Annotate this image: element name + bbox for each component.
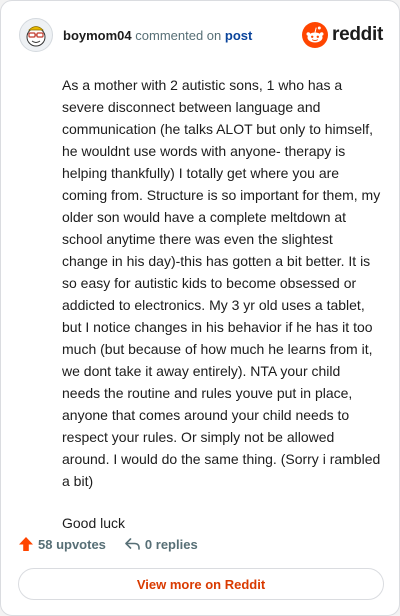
upvote-count: 58 upvotes	[38, 536, 106, 552]
byline	[63, 28, 252, 43]
view-more-on-reddit-button[interactable]: View more on Reddit	[18, 568, 384, 600]
username-link[interactable]: boymom04	[63, 27, 132, 43]
reddit-logo-icon	[302, 22, 328, 48]
commented-on-text: commented on	[135, 27, 222, 43]
comment-paragraph: As a mother with 2 autistic sons, 1 who has a severe disconnect between language and communication (he talks ALOT but only to himself, he wouldnt use words with anyone- therapy is helping thankfully) I totally get where you are coming from. Structure is so important for them, my older son would have a complete meltdown at school anytime there was even the slightest change in his day)-this has gotten a bit better. It is so easy for autistic kids to become obsessed or addicted to electronics. My 3 yr old uses a tablet, but I notice changes in his behavior if he has it too much (but because of how much he learns from it, we dont take it away entirely). NTA your child needs the routine and rules youve put in place, anyone that comes around your child needs to respect your rules. Or simply not be allowed around. I would do the same thing. (Sorry i rambled a bit)	[62, 77, 381, 489]
snoo-avatar-icon[interactable]	[19, 18, 53, 52]
reply-button[interactable]	[124, 536, 198, 552]
post-link[interactable]: post	[224, 27, 253, 43]
upvote-arrow-icon	[18, 536, 34, 552]
reddit-wordmark: reddit	[332, 24, 383, 45]
reply-count: 0 replies	[144, 536, 198, 552]
comment-header	[19, 17, 383, 53]
comment-paragraph: Good luck	[62, 515, 126, 531]
comment-body	[62, 74, 382, 554]
reddit-logo[interactable]	[302, 22, 383, 48]
reply-arrow-icon	[124, 536, 141, 552]
comment-actions	[18, 533, 198, 555]
upvote-button[interactable]	[18, 536, 106, 552]
